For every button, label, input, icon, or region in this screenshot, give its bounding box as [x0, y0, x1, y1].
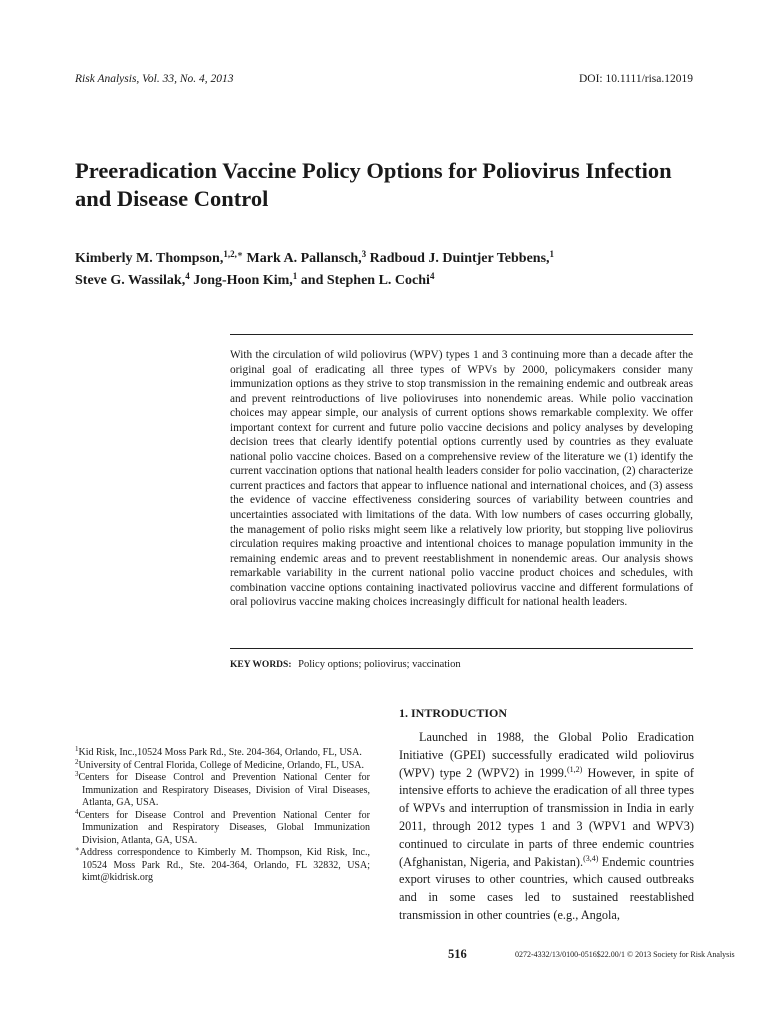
section-heading-introduction: 1. INTRODUCTION	[399, 706, 508, 720]
footnote-text: Centers for Disease Control and Prevention National Center for Immunization and Respiratory Diseases, Global Immunization Division, Atlanta, GA, USA.	[78, 809, 370, 846]
footnote	[75, 757, 370, 773]
footnote-text: Centers for Disease Control and Prevention National Center for Immunization and Respiratory Diseases, Division of Viral Diseases, Atlanta, GA, USA.	[78, 772, 370, 808]
abstract: With the circulation of wild poliovirus (WPV) types 1 and 3 continuing more than a decade after the original goal of eradicating all three types of WPVs by 2000, policymakers consider many immunization options as they strive to stop transmission in the remaining endemic and outbreak areas and prevent reintroductions of live polioviruses into nonendemic areas. While polio vaccination choices may appear simple, our analysis of current options shows remarkable complexity. We offer important context for current and future polio vaccine decisions and policy analyses by developing decision trees that clearly identify potential options currently used by countries as they evaluate national polio vaccine choices. Based on a comprehensive review of the literature we (1) identify the current vaccination options that national health leaders consider for polio vaccination, (2) characterize current practices and factors that appear to influence national and international choices, and (3) assess the evidence of vaccine effectiveness considering sources of variability between countries and uncertainties associated with limitations of the data. With low numbers of cases occurring globally, the management of polio risks might seem like a relatively low priority, but stopping live poliovirus circulation requires making proactive and intentional choices to manage population immunity in the remaining endemic areas and to prevent reestablishment in nonendemic areas. Our analysis shows remarkable variability in the current national polio vaccine product choices and schedules, with combination vaccine options containing inactivated poliovirus vaccine and different formulations of oral poliovirus vaccine making choices increasingly difficult for national health leaders.	[230, 349, 693, 609]
footnote-mark: 1	[75, 745, 79, 753]
author-name: Radboud J. Duintjer Tebbens,	[369, 251, 550, 266]
footnote-mark: 3	[75, 770, 79, 778]
footnote-mark: 2	[75, 757, 79, 766]
footnote-mark: 4	[75, 807, 79, 816]
journal-citation: Risk Analysis, Vol. 33, No. 4, 2013	[75, 73, 234, 85]
footnote-mark: ∗	[75, 845, 80, 853]
introduction-paragraph	[399, 729, 694, 925]
author-name: Jong-Hoon Kim,	[193, 273, 293, 288]
intro-text: However, in spite of intensive efforts to achieve the eradication of all three types of WPVs and interruption of transmission in India in early 2011, through 2012 types 1 and 3 (WPV1 and WPV3) continued to circulate in parts of three endemic countries (Afghanistan, Nigeria, and Pakistan).	[399, 765, 694, 869]
running-head	[75, 73, 693, 85]
intro-text: Endemic countries export viruses to other countries, which caused outbreaks and in some cases led to sustained reestablished transmission in other countries (e.g., Angola,	[399, 854, 694, 922]
author-list	[75, 248, 695, 292]
footnote	[75, 772, 370, 810]
affiliation-footnotes	[75, 747, 370, 885]
page-number: 516	[448, 947, 467, 961]
author-affiliation: 1	[292, 271, 298, 281]
footnote	[75, 747, 370, 760]
abstract-top-rule	[230, 334, 693, 335]
abstract-bottom-rule	[230, 648, 693, 649]
keywords-label: KEY WORDS:	[230, 660, 292, 670]
footnote-text: Kid Risk, Inc.,10524 Moss Park Rd., Ste. 204-364, Orlando, FL, USA.	[78, 747, 362, 758]
paper-title: Preeradication Vaccine Policy Options for Poliovirus Infection and Disease Control	[75, 158, 672, 211]
intro-text: Launched in 1988, the Global Polio Eradication Initiative (GPEI) successfully eradicated wild poliovirus (WPV) type 2 (WPV2) in 1999.	[399, 730, 694, 780]
author-name: Steve G. Wassilak,	[75, 273, 186, 288]
author-affiliation: 3	[361, 249, 367, 259]
footnote	[75, 847, 370, 885]
doi: DOI: 10.1111/risa.12019	[578, 73, 693, 85]
author-affiliation: 4	[185, 271, 190, 281]
copyright-line: 0272-4332/13/0100-0516$22.00/1 © 2013 Society for Risk Analysis	[515, 950, 735, 959]
citation-ref: (3,4)	[583, 853, 599, 863]
author-affiliation: 1,2,∗	[223, 249, 244, 259]
keywords	[230, 659, 693, 670]
keywords-text: Policy options; poliovirus; vaccination	[298, 659, 461, 670]
author-affiliation: 4	[429, 271, 435, 281]
author-name: Mark A. Pallansch,	[246, 251, 362, 266]
footnote-text: University of Central Florida, College of Medicine, Orlando, FL, USA.	[78, 759, 365, 771]
citation-ref: (1,2)	[566, 764, 583, 774]
author-affiliation: 1	[549, 249, 555, 259]
footnote	[75, 807, 370, 848]
author-name: Kimberly M. Thompson,	[75, 251, 224, 266]
footnote-text: Address correspondence to Kimberly M. Thompson, Kid Risk, Inc., 10524 Moss Park Rd., Ste. 204-364, Orlando, FL 32832, USA; kimt@kidrisk.org	[79, 847, 370, 883]
author-name: and Stephen L. Cochi	[300, 273, 430, 288]
